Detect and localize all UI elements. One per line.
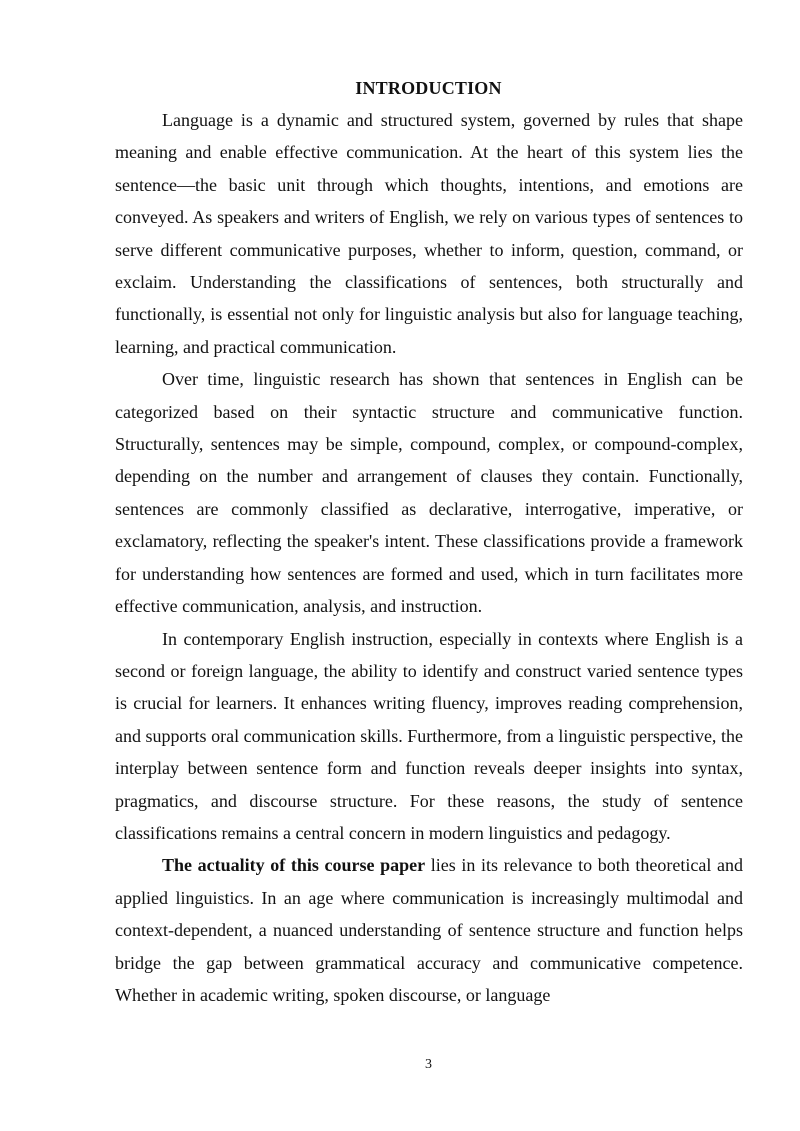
page-number: 3 (425, 1057, 432, 1072)
paragraph-1: Language is a dynamic and structured system, governed by rules that shape meaning and enable effective communication. At the heart of this system lies the sentence—the basic unit through which thoughts, intentions, and emotions are conveyed. As speakers and writers of English, we rely on various types of sentences to serve different communicative purposes, whether to inform, question, command, or exclaim. Understanding the classifications of sentences, both structurally and functionally, is essential not only for linguistic analysis but also for language teaching, learning, and practical communication. (115, 110, 743, 357)
paragraph-2: Over time, linguistic research has shown that sentences in English can be categorized based on their syntactic structure and communicative function. Structurally, sentences may be simple, compound, complex, or compound-complex, depending on the number and arrangement of clauses they contain. Functionally, sentences are commonly classified as declarative, interrogative, imperative, or exclamatory, reflecting the speaker's intent. These classifications provide a framework for understanding how sentences are formed and used, which in turn facilitates more effective communication, analysis, and instruction. (115, 369, 743, 617)
body-text (115, 104, 743, 1011)
paragraph-4 (115, 849, 743, 1011)
paragraph-4-text: lies in its relevance to both theoretical and applied linguistics. In an age where communication is increasingly multimodal and context-dependent, a nuanced understanding of sentence structure and function helps bridge the gap between grammatical accuracy and communicative competence. Whether in academic writing, spoken discourse, or language (115, 855, 743, 1005)
paragraph-3: In contemporary English instruction, especially in contexts where English is a second or foreign language, the ability to identify and construct varied sentence types is crucial for learners. It enhances writing fluency, improves reading comprehension, and supports oral communication skills. Furthermore, from a linguistic perspective, the interplay between sentence form and function reveals deeper insights into syntax, pragmatics, and discourse structure. For these reasons, the study of sentence classifications remains a central concern in modern linguistics and pedagogy. (115, 628, 743, 843)
paragraph-4-bold-lead: The actuality of this course paper (162, 855, 426, 876)
section-heading: INTRODUCTION (355, 78, 502, 98)
